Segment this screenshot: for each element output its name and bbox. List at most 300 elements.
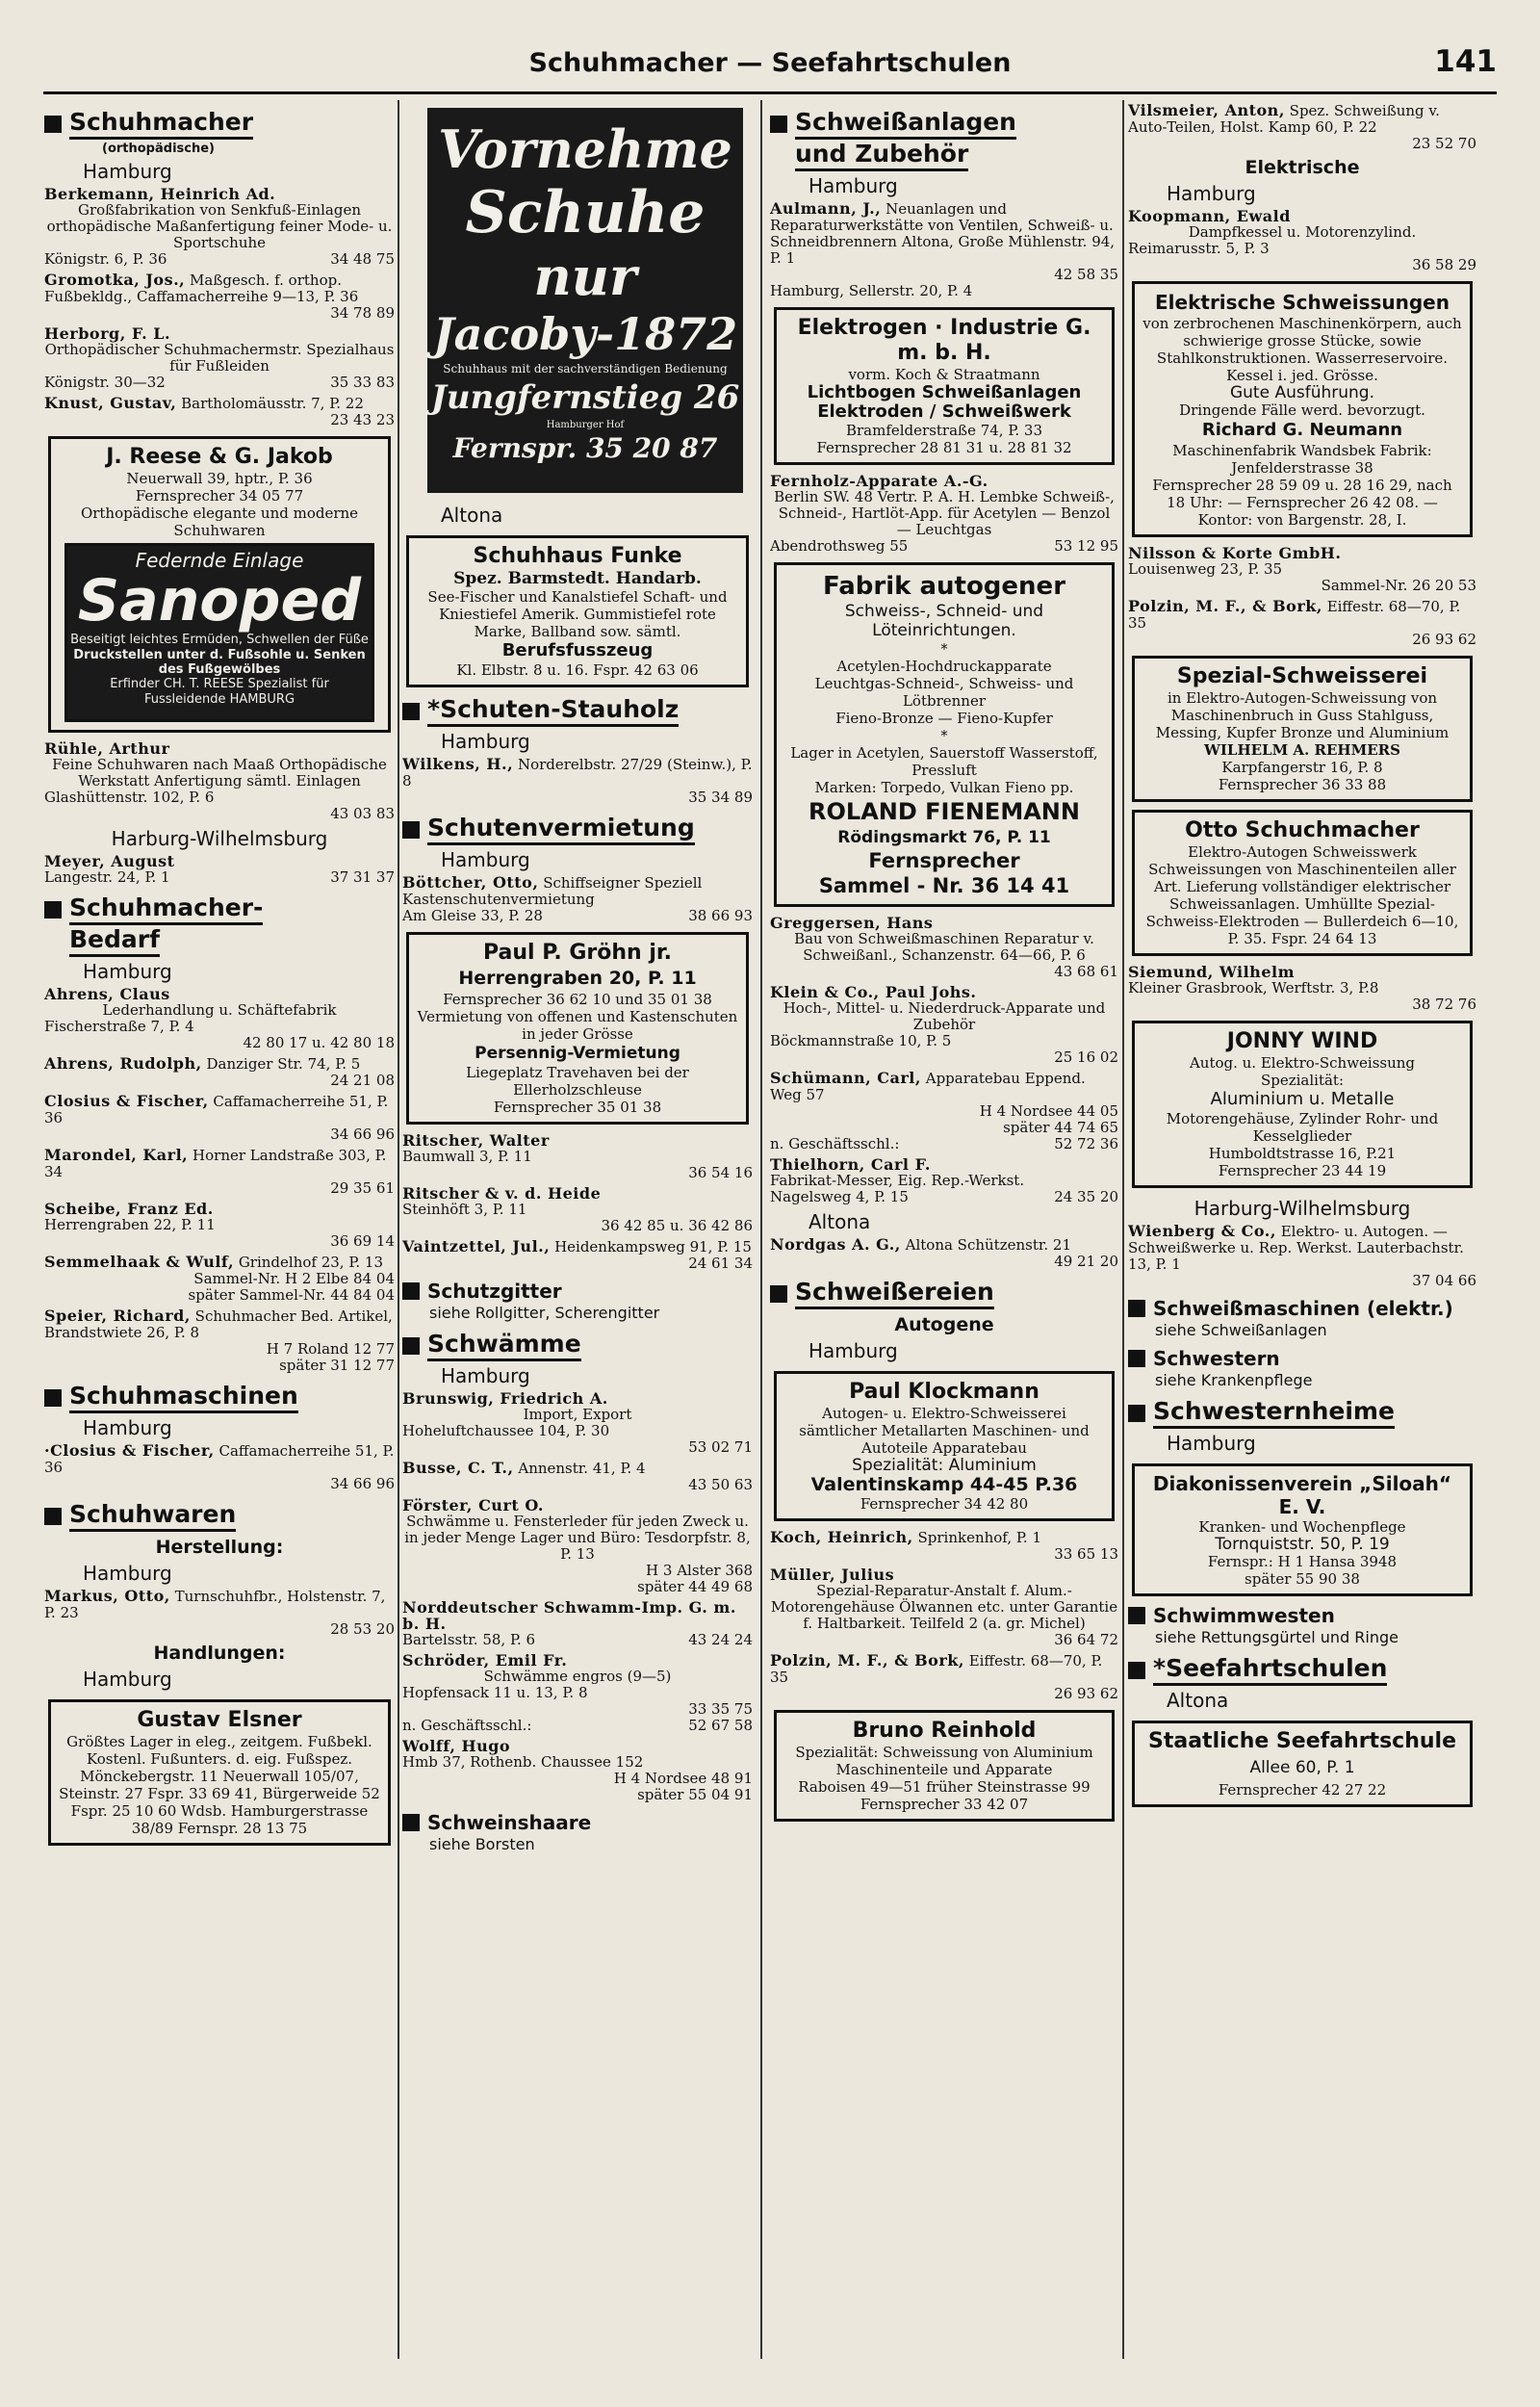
ad-line: vorm. Koch & Straatmann <box>848 366 1040 383</box>
heading-text: Schweißanlagen <box>795 108 1016 140</box>
ad-title: Paul Klockmann <box>849 1380 1040 1404</box>
entry-name: Müller, Julius <box>770 1566 895 1584</box>
city-label: Hamburg <box>83 960 172 983</box>
entry-addr: Steinhöft 3, P. 11 <box>402 1201 527 1218</box>
list-item <box>402 1238 753 1272</box>
city-label: Harburg-Wilhelmsburg <box>111 827 328 850</box>
ad-reese-jakob <box>48 436 391 733</box>
entry-name: Koopmann, Ewald <box>1128 207 1291 225</box>
ad-otto-schuchmacher <box>1132 810 1473 956</box>
square-bullet-icon <box>1128 1607 1145 1624</box>
entry-phone: 28 53 20 <box>330 1620 395 1638</box>
heading-text: *Seefahrtschulen <box>1153 1654 1387 1686</box>
entry-addr: Königstr. 30—32 <box>44 374 166 391</box>
ad-sanoped <box>64 543 374 722</box>
entry-addr: Abendrothsweg 55 <box>770 537 909 555</box>
entry-desc: Kleiner Grasbrook, Werftstr. 3, P.8 <box>1128 979 1379 996</box>
ad-line: Spez. Barmstedt. Handarb. <box>453 569 702 588</box>
square-bullet-icon <box>770 116 787 133</box>
entry-addr: Baumwall 3, P. 11 <box>402 1148 532 1165</box>
ad-title: Fabrik autogener <box>822 572 1066 601</box>
list-item <box>44 272 395 322</box>
section-subheading: (orthopädische) <box>102 142 215 156</box>
entry-name: Herborg, F. L. <box>44 324 171 343</box>
entry-name: Klein & Co., Paul Johs. <box>770 983 977 1001</box>
entry-desc: Altona Schützenstr. 21 <box>905 1236 1072 1254</box>
ad-line: Fernsprecher 33 42 07 <box>860 1796 1029 1813</box>
ad-bruno-reinhold <box>774 1710 1115 1822</box>
ad-line: Vermietung von offenen und Kastenschuten in jeder Grösse <box>417 1008 738 1043</box>
ad-line: Lager in Acetylen, Sauerstoff Wasserstoff, Pressluft <box>790 744 1098 779</box>
entry-addr: Böckmannstraße 10, P. 5 <box>770 1032 952 1049</box>
ad-wilhelm-rehmers <box>1132 656 1473 802</box>
entry-name: Scheibe, Franz Ed. <box>44 1200 214 1218</box>
square-bullet-icon <box>402 821 420 839</box>
see-reference: siehe Krankenpflege <box>1155 1371 1313 1389</box>
section-heading <box>770 108 1118 171</box>
entry-name: Marondel, Karl, <box>44 1146 189 1164</box>
ad-title: Gustav Elsner <box>137 1708 302 1732</box>
list-item <box>402 1738 753 1803</box>
list-item <box>44 986 395 1051</box>
heading-text: Schwämme <box>427 1330 581 1361</box>
ad-line: Fernsprecher 35 01 38 <box>493 1099 662 1116</box>
column-divider <box>1122 100 1124 2359</box>
ad-title: Paul P. Gröhn jr. <box>483 941 672 965</box>
ad-line: Erfinder CH. T. REESE Spezialist für Fussleidende HAMBURG <box>110 677 329 707</box>
entry-name: Berkemann, Heinrich Ad. <box>44 185 276 203</box>
entry-desc: Dampfkessel u. Motorenzylind. <box>1188 223 1417 241</box>
entry-phone: H 7 Roland 12 77 <box>266 1340 395 1358</box>
entry-phone: 36 64 72 <box>1054 1631 1118 1648</box>
entry-name: Ritscher, Walter <box>402 1131 550 1150</box>
section-heading <box>1128 1347 1476 1370</box>
entry-addr: Hmb 37, Rothenb. Chaussee 152 <box>402 1753 644 1771</box>
city-label: Hamburg <box>441 730 530 753</box>
page-header <box>43 44 1497 94</box>
ad-line: Herrengraben 20, P. 11 <box>458 968 697 989</box>
square-bullet-icon <box>44 1389 62 1407</box>
entry-desc: Orthopädischer Schuhmachermstr. Spezialhaus für Fußleiden <box>44 341 395 375</box>
entry-phone: 43 50 63 <box>688 1476 753 1493</box>
list-item <box>402 1390 753 1456</box>
category-label: Handlungen: <box>153 1643 286 1664</box>
square-bullet-icon <box>44 901 62 919</box>
list-item <box>44 853 395 886</box>
entry-phone: später 44 49 68 <box>637 1578 753 1595</box>
ad-line: Federnde Einlage <box>135 549 304 572</box>
entry-phone: 37 31 37 <box>330 868 395 886</box>
list-item <box>770 915 1118 980</box>
list-item <box>44 740 395 822</box>
entry-phone: 25 16 02 <box>1054 1048 1118 1066</box>
list-item <box>1128 1223 1476 1289</box>
entry-phone: 38 66 93 <box>688 907 753 924</box>
entry-name: Siemund, Wilhelm <box>1128 963 1295 981</box>
entry-name: Schümann, Carl, <box>770 1069 921 1087</box>
ad-line: Neuerwall 39, hptr., P. 36 <box>126 470 313 487</box>
entry-phone: 34 78 89 <box>330 304 395 322</box>
see-reference: siehe Borsten <box>429 1835 535 1853</box>
column-3 <box>770 100 1118 2363</box>
ad-jacoby <box>427 108 743 493</box>
column-divider <box>760 100 762 2359</box>
entry-name: Koch, Heinrich, <box>770 1528 913 1546</box>
ad-line: Druckstellen unter d. Fußsohle u. Senken des Fußgewölbes <box>73 648 366 677</box>
category-label: Herstellung: <box>155 1537 284 1558</box>
list-item <box>770 1156 1118 1205</box>
ad-title: Elektrogen · Industrie G. m. b. H. <box>797 316 1091 365</box>
list-item <box>402 1132 753 1181</box>
entry-desc: Danziger Str. 74, P. 5 <box>206 1055 361 1073</box>
ad-line: Jungfernstieg 26 <box>430 378 740 417</box>
ad-line: später 55 90 38 <box>1245 1570 1360 1588</box>
column-2 <box>402 100 753 2363</box>
city-label: Hamburg <box>83 160 172 183</box>
city-label: Hamburg <box>441 1364 530 1387</box>
ad-body: Elektro-Autogen Schweisswerk Schweissungen von Maschinenteilen aller Art. Lieferung vollständiger elektrischer Schweissanlagen. Umhüllte Spezial-Schweiss-Elektroden — Bullerdeich 6—10, P. 35. Fspr. 24 64 13 <box>1145 843 1459 947</box>
city-label: Altona <box>441 504 503 527</box>
entry-name: Rühle, Arthur <box>44 739 170 758</box>
entry-desc: Annenstr. 41, P. 4 <box>518 1460 646 1477</box>
entry-name: Norddeutscher Schwamm-Imp. G. m. b. H. <box>402 1598 736 1633</box>
section-heading <box>402 1280 753 1303</box>
entry-phone: 53 02 71 <box>688 1438 753 1456</box>
entry-phone: 24 35 20 <box>1054 1188 1118 1205</box>
ad-line: Liegeplatz Travehaven bei der Ellerholzschleuse <box>466 1064 689 1099</box>
heading-text: Schweißmaschinen (elektr.) <box>1153 1297 1453 1320</box>
ad-body: See-Fischer und Kanalstiefel Schaft- und Kniestiefel Amerik. Gummistiefel rote Marke, Ballband sow. sämtl. <box>427 588 728 640</box>
ad-line: Elektroden / Schweißwerk <box>817 401 1071 422</box>
entry-desc: Großfabrikation von Senkfuß-Einlagen orthopädische Maßanfertigung feiner Mode- u. Sportschuhe <box>46 201 393 251</box>
list-item <box>770 1652 1118 1702</box>
ad-title: Diakonissenverein „Siloah“ E. V. <box>1152 1472 1452 1518</box>
see-reference: siehe Rettungsgürtel und Ringe <box>1155 1628 1399 1646</box>
ad-line: Beseitigt leichtes Ermüden, Schwellen der Füße <box>70 633 369 647</box>
entry-addr: Herrengraben 22, P. 11 <box>44 1216 216 1233</box>
ad-line: Fernsprecher 28 81 31 u. 28 81 32 <box>816 439 1072 456</box>
entry-phone: 26 93 62 <box>1054 1685 1118 1702</box>
entry-phone: H 4 Nordsee 48 91 <box>613 1770 753 1787</box>
ad-line: von zerbrochenen Maschinenkörpern, auch schwierige grosse Stücke, sowie Stahlkonstruktionen. Wasserreservoire. Kessel i. jed. Grösse. <box>1142 315 1462 384</box>
ad-line: Raboisen 49—51 früher Steinstrasse 99 <box>798 1778 1091 1796</box>
list-item <box>1128 545 1476 594</box>
entry-name: Böttcher, Otto, <box>402 873 539 892</box>
heading-text: Schutenvermietung <box>427 814 695 845</box>
ad-line: Hamburger Hof <box>546 420 625 430</box>
entry-note: n. Geschäftsschl.: <box>402 1717 532 1734</box>
entry-addr: Fischerstraße 7, P. 4 <box>44 1018 194 1035</box>
entry-name: Wilkens, H., <box>402 755 514 773</box>
city-label: Harburg-Wilhelmsburg <box>1194 1197 1411 1220</box>
entry-phone: 34 48 75 <box>330 250 395 268</box>
city-label: Hamburg <box>1167 182 1256 205</box>
ad-title: J. Reese & G. Jakob <box>106 445 333 469</box>
entry-name: Vilsmeier, Anton, <box>1128 101 1285 119</box>
ad-line: Motorengehäuse, Zylinder Rohr- und Kesselglieder <box>1166 1110 1439 1145</box>
entry-name: Brunswig, Friedrich A. <box>402 1389 608 1408</box>
entry-desc: Grindelhof 23, P. 13 <box>238 1254 384 1271</box>
asterisk: * <box>940 727 948 744</box>
entry-addr: Hopfensack 11 u. 13, P. 8 <box>402 1684 588 1701</box>
ad-company: Richard G. Neumann <box>1201 420 1403 440</box>
list-item <box>770 1236 1118 1270</box>
ad-title: JONNY WIND <box>1226 1029 1378 1053</box>
ad-title: Schuhhaus Funke <box>473 544 682 568</box>
entry-desc: Schuhmacher Bed. Artikel, Brandstwiete 26, P. 8 <box>44 1307 393 1341</box>
ad-brand: Sanoped <box>77 567 362 634</box>
list-item <box>770 473 1118 555</box>
entry-addr: Königstr. 6, P. 36 <box>44 250 167 268</box>
entry-name: Ritscher & v. d. Heide <box>402 1184 602 1203</box>
page-number: 141 <box>1434 44 1497 79</box>
list-item <box>44 1307 395 1374</box>
entry-desc: Neuanlagen und Reparaturwerkstätte von Ventilen, Schweiß- u. Schneidbrennern Altona, Große Mühlenstr. 94, P. 1 <box>770 200 1116 267</box>
entry-phone: 42 58 35 <box>1054 266 1118 283</box>
ad-line: Marken: Torpedo, Vulkan Fieno pp. <box>814 779 1074 796</box>
ad-line: Acetylen-Hochdruckapparate <box>836 658 1052 675</box>
entry-desc: Schiffseigner Speziell Kastenschutenvermietung <box>402 874 703 908</box>
section-heading <box>1128 1397 1476 1429</box>
entry-desc: Apparatebau Eppend. Weg 57 <box>770 1070 1086 1103</box>
square-bullet-icon <box>1128 1350 1145 1367</box>
list-item <box>402 1599 753 1648</box>
ad-line: Humboldtstrasse 16, P.21 <box>1208 1145 1397 1162</box>
ad-schuhhaus-funke <box>406 535 749 687</box>
square-bullet-icon <box>1128 1405 1145 1422</box>
entry-name: Schröder, Emil Fr. <box>402 1651 568 1669</box>
entry-phone: 36 42 85 u. 36 42 86 <box>601 1217 753 1234</box>
heading-text: Schwimmwesten <box>1153 1604 1335 1627</box>
entry-phone: 26 93 62 <box>1412 631 1476 648</box>
list-item <box>44 1093 395 1143</box>
entry-name: Förster, Curt O. <box>402 1496 544 1514</box>
entry-phone: 43 68 61 <box>1054 963 1118 980</box>
ad-line: Kranken- und Wochenpflege <box>1198 1518 1406 1536</box>
ad-line: nur <box>533 246 637 307</box>
list-item <box>44 325 395 391</box>
entry-phone: H 3 Alster 368 <box>646 1562 753 1579</box>
heading-text: und Zubehör <box>795 140 968 171</box>
list-item <box>44 1201 395 1250</box>
ad-paul-grohn <box>406 932 749 1125</box>
entry-addr: Glashüttenstr. 102, P. 6 <box>44 789 215 806</box>
column-divider <box>398 100 399 2359</box>
heading-text: Schuhmacher- <box>69 893 263 925</box>
heading-text: Schwesternheime <box>1153 1397 1395 1429</box>
ad-line: in Elektro-Autogen-Schweissung von Maschinenbruch in Guss Stahlguss, Messing, Kupfer Bronze und Aluminium <box>1155 689 1450 741</box>
entry-name: Aulmann, J., <box>770 199 882 218</box>
city-label: Hamburg <box>83 1416 172 1439</box>
entry-name: Markus, Otto, <box>44 1587 170 1605</box>
square-bullet-icon <box>1128 1300 1145 1317</box>
ad-body: Größtes Lager in eleg., zeitgem. Fußbekl. Kostenl. Fußunters. d. eig. Fußspez. Mönckebergstr. 11 Neuerwall 105/07, Steinstr. 27 Fspr. 33 69 41, Bürgerweide 52 Fspr. 25 10 60 Wdsb. Hamburgerstrasse 38/89 Fernspr. 28 13 75 <box>59 1733 380 1837</box>
ad-richard-neumann <box>1132 281 1473 537</box>
entry-phone: später Sammel-Nr. 44 84 04 <box>188 1286 395 1304</box>
entry-addr: Bartelsstr. 58, P. 6 <box>402 1631 536 1648</box>
entry-name: Wolff, Hugo <box>402 1737 511 1755</box>
section-heading <box>770 1278 1118 1309</box>
entry-note: n. Geschäftsschl.: <box>770 1135 900 1152</box>
entry-phone: 23 43 23 <box>330 411 395 428</box>
entry-desc: Sprinkenhof, P. 1 <box>917 1529 1041 1546</box>
entry-addr: Hoheluftchaussee 104, P. 30 <box>402 1422 610 1439</box>
section-heading <box>1128 1297 1476 1320</box>
entry-phone: 43 24 24 <box>688 1631 753 1648</box>
square-bullet-icon <box>44 1508 62 1525</box>
list-item <box>44 1588 395 1638</box>
entry-name: Fernholz-Apparate A.-G. <box>770 472 988 490</box>
entry-desc: Caffamacherreihe 51, P. 36 <box>44 1442 395 1476</box>
heading-text: Schuhmaschinen <box>69 1382 298 1413</box>
list-item <box>44 1254 395 1304</box>
ad-line: Fernsprecher <box>868 849 1020 872</box>
entry-desc: Spez. Schweißung v. Auto-Teilen, Holst. Kamp 60, P. 22 <box>1128 102 1440 136</box>
list-item <box>770 1529 1118 1563</box>
entry-phone: 36 58 29 <box>1412 256 1476 273</box>
heading-text: Schweinshaare <box>427 1811 592 1834</box>
entry-addr: Hamburg, Sellerstr. 20, P. 4 <box>770 282 973 299</box>
ad-line: Karpfangerstr 16, P. 8 <box>1221 759 1383 776</box>
section-heading <box>402 695 753 727</box>
city-label: Hamburg <box>1167 1432 1256 1455</box>
ad-line: Bramfelderstraße 74, P. 33 <box>845 422 1043 439</box>
entry-phone: 49 21 20 <box>1054 1253 1118 1270</box>
entry-name: Meyer, August <box>44 852 175 870</box>
section-heading <box>402 814 753 845</box>
entry-desc: Horner Landstraße 303, P. 34 <box>44 1147 387 1180</box>
asterisk: * <box>940 640 948 658</box>
ad-line: Spezialität: <box>1260 1072 1345 1089</box>
city-label: Hamburg <box>83 1562 172 1585</box>
heading-text: Schuhwaren <box>69 1500 236 1532</box>
list-item <box>402 1497 753 1595</box>
ad-company: ROLAND FIENEMANN <box>808 798 1080 825</box>
list-item <box>770 200 1118 299</box>
ad-line: Kl. Elbstr. 8 u. 16. Fspr. 42 63 06 <box>456 661 699 679</box>
entry-phone: 52 72 36 <box>1054 1135 1118 1152</box>
entry-name: Nordgas A. G., <box>770 1235 901 1254</box>
section-heading <box>44 1382 395 1413</box>
see-reference: siehe Rollgitter, Scherengitter <box>429 1304 660 1322</box>
ad-paul-klockmann <box>774 1371 1115 1521</box>
list-item <box>1128 208 1476 273</box>
entry-phone: 52 67 58 <box>688 1717 753 1734</box>
entry-phone: 35 34 89 <box>688 789 753 806</box>
entry-name: Busse, C. T., <box>402 1459 514 1477</box>
ad-line: Dringende Fälle werd. bevorzugt. <box>1179 401 1425 419</box>
entry-name: Knust, Gustav, <box>44 394 177 412</box>
ad-line: Spezialität: Schweissung von Aluminium Maschinenteile und Apparate <box>795 1744 1093 1778</box>
ad-seefahrtschule <box>1132 1721 1473 1807</box>
category-label: Elektrische <box>1245 157 1360 178</box>
ad-title: Otto Schuchmacher <box>1185 818 1420 842</box>
ad-title: Spezial-Schweisserei <box>1176 664 1428 688</box>
entry-addr: Reimarusstr. 5, P. 3 <box>1128 240 1270 257</box>
entry-phone: 36 69 14 <box>330 1232 395 1250</box>
heading-text: Schuhmacher <box>69 108 253 140</box>
list-item <box>402 756 753 806</box>
entry-desc: Bau von Schweißmaschinen Reparatur v. Schweißanl., Schanzenstr. 64—66, P. 6 <box>794 930 1094 964</box>
city-label: Altona <box>808 1210 871 1233</box>
entry-phone: 33 65 13 <box>1054 1545 1118 1563</box>
list-item <box>1128 102 1476 152</box>
heading-text: Schwestern <box>1153 1347 1280 1370</box>
ad-company: WILHELM A. REHMERS <box>1204 741 1400 759</box>
column-1 <box>44 100 395 2363</box>
square-bullet-icon <box>402 1337 420 1355</box>
entry-phone: 23 52 70 <box>1412 135 1476 152</box>
entry-phone: später 55 04 91 <box>637 1786 753 1803</box>
ad-line: Fieno-Bronze — Fieno-Kupfer <box>835 710 1053 727</box>
entry-phone: 34 66 96 <box>330 1475 395 1492</box>
entry-desc: Feine Schuhwaren nach Maaß Orthopädische Werkstatt Anfertigung sämtl. Einlagen <box>52 756 387 789</box>
entry-desc: Schwämme u. Fensterleder für jeden Zweck u. in jeder Menge Lager und Büro: Tesdorpfstr. 8, P. 13 <box>404 1513 751 1563</box>
city-label: Hamburg <box>83 1668 172 1691</box>
entry-desc: Eiffestr. 68—70, P. 35 <box>1128 598 1461 632</box>
entry-phone: 29 35 61 <box>330 1179 395 1197</box>
ad-line: Valentinskamp 44-45 P.36 <box>810 1474 1078 1495</box>
entry-name: Closius & Fischer, <box>44 1092 209 1110</box>
entry-desc: Berlin SW. 48 Vertr. P. A. H. Lembke Schweiß-, Schneid-, Hartlöt-App. für Acetylen — Benzol — Leuchtgas <box>774 488 1115 538</box>
heading-text: Schweißereien <box>795 1278 994 1309</box>
entry-name: Vaintzettel, Jul., <box>402 1237 551 1255</box>
entry-phone: H 4 Nordsee 44 05 <box>979 1102 1118 1120</box>
entry-phone: 42 80 17 u. 42 80 18 <box>243 1034 395 1051</box>
city-label: Hamburg <box>808 1339 898 1362</box>
ad-title: Elektrische Schweissungen <box>1155 291 1450 314</box>
entry-desc: Hoch-, Mittel- u. Niederdruck-Apparate und Zubehör <box>783 999 1106 1033</box>
entry-name: Polzin, M. F., & Bork, <box>1128 597 1322 615</box>
ad-line: Orthopädische elegante und moderne Schuhwaren <box>80 505 359 539</box>
section-heading <box>44 108 395 140</box>
entry-name: Nilsson & Korte GmbH. <box>1128 544 1342 562</box>
city-label: Altona <box>1167 1689 1229 1712</box>
ad-line: Fernsprecher 34 42 80 <box>860 1495 1029 1513</box>
ad-line: Aluminium u. Metalle <box>1210 1089 1395 1109</box>
square-bullet-icon <box>402 703 420 720</box>
ad-elektrogen <box>774 307 1115 465</box>
city-label: Hamburg <box>808 174 898 197</box>
section-heading <box>44 893 395 957</box>
entry-addr: Nagelsweg 4, P. 15 <box>770 1188 909 1205</box>
entry-name: Greggersen, Hans <box>770 914 934 932</box>
heading-text: Bedarf <box>69 925 160 957</box>
city-label: Hamburg <box>441 848 530 871</box>
heading-text: *Schuten-Stauholz <box>427 695 679 727</box>
entry-name: Wienberg & Co., <box>1128 1222 1276 1240</box>
entry-phone: 33 35 75 <box>688 1700 753 1718</box>
list-item <box>402 1185 753 1234</box>
ad-line: Allee 60, P. 1 <box>1249 1758 1355 1777</box>
entry-name: Gromotka, Jos., <box>44 271 186 289</box>
ad-gustav-elsner <box>48 1699 391 1846</box>
square-bullet-icon <box>402 1814 420 1831</box>
entry-desc: Bartholomäusstr. 7, P. 22 <box>181 395 364 412</box>
entry-phone: 38 72 76 <box>1412 996 1476 1013</box>
ad-diakonissenverein <box>1132 1463 1473 1596</box>
ad-line: Schuhhaus mit der sachverständigen Bedienung <box>443 362 728 375</box>
entry-phone: später 31 12 77 <box>279 1357 395 1374</box>
entry-phone: 24 21 08 <box>330 1072 395 1089</box>
ad-line: Autog. u. Elektro-Schweissung <box>1189 1054 1416 1072</box>
ad-roland-fienemann <box>774 562 1115 907</box>
entry-name: Ahrens, Rudolph, <box>44 1054 202 1073</box>
list-item <box>770 1070 1118 1152</box>
heading-text: Schutzgitter <box>427 1280 562 1303</box>
section-heading <box>1128 1654 1476 1686</box>
ad-line: Tornquiststr. 50, P. 19 <box>1215 1535 1390 1554</box>
